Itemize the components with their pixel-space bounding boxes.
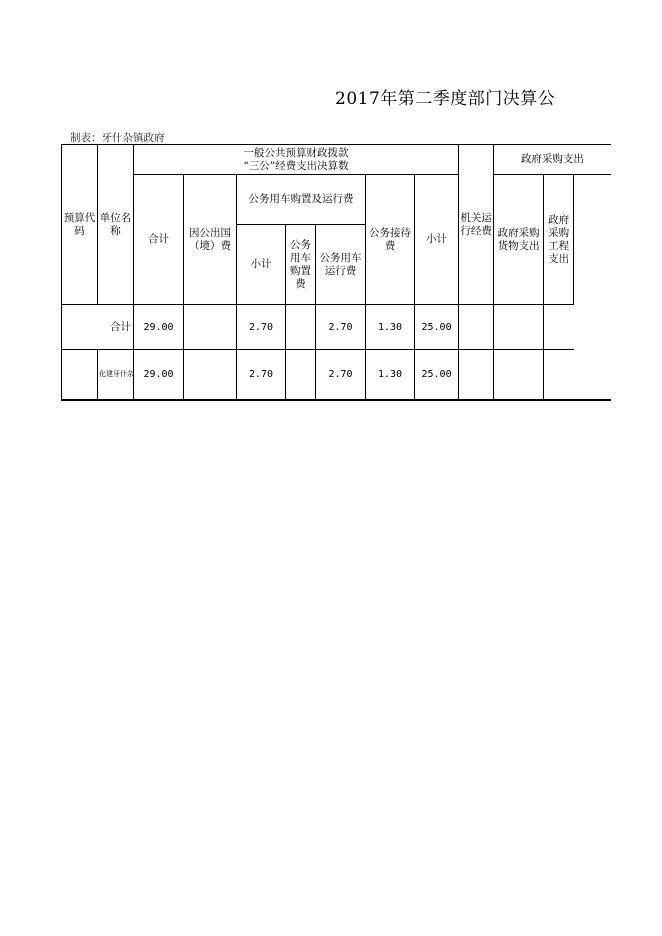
header-general-budget-group xyxy=(134,145,459,175)
header-total: 合计 xyxy=(134,175,184,305)
table-row xyxy=(62,305,611,350)
cell-abroad xyxy=(184,350,237,400)
cell-total: 29.00 xyxy=(134,350,184,400)
header-budget-code: 预算代码 xyxy=(62,145,98,305)
cell-abroad xyxy=(184,305,237,350)
expenditure-table xyxy=(61,144,611,401)
cell-proc-subtotal xyxy=(459,350,494,400)
header-general-budget: 一般公共预算财政拨款 xyxy=(243,146,349,159)
header-reception: 公务接待费 xyxy=(366,175,415,305)
report-title: 2017年第二季度部门决算公 xyxy=(335,89,556,109)
cell-unit-name: 化建牙什杂 xyxy=(98,350,134,400)
cell-office-ops: 25.00 xyxy=(415,305,459,350)
cell-proc-goods xyxy=(494,305,544,350)
cell-office-ops: 25.00 xyxy=(415,350,459,400)
header-proc-subtotal: 小计 xyxy=(415,175,459,305)
header-office-ops: 机关运行经费 xyxy=(459,145,494,305)
header-proc-goods: 政府采购货物支出 xyxy=(494,175,544,305)
cell-proc-works xyxy=(544,350,574,400)
cell-vehicle-purchase xyxy=(286,305,316,350)
header-vehicle-operation: 公务用车运行费 xyxy=(316,225,366,305)
table-row xyxy=(62,350,611,400)
cell-vehicle-operation: 2.70 xyxy=(316,305,366,350)
header-vehicle-purchase: 公务用车购置费 xyxy=(286,225,316,305)
cell-total: 29.00 xyxy=(134,305,184,350)
cell-reception: 1.30 xyxy=(366,350,415,400)
report-maker: 制表：牙什杂镇政府 xyxy=(70,132,165,144)
header-proc-works: 政府采购工程支出 xyxy=(544,175,574,305)
cell-code xyxy=(62,350,98,400)
header-subtotal: 小计 xyxy=(237,225,286,305)
cell-subtotal: 2.70 xyxy=(237,305,286,350)
header-vehicle-group: 公务用车购置及运行费 xyxy=(237,175,366,225)
row-total-label: 合计 xyxy=(62,305,134,350)
header-abroad: 因公出国（境）费 xyxy=(184,175,237,305)
expenditure-table-container xyxy=(61,144,584,402)
cell-subtotal: 2.70 xyxy=(237,350,286,400)
cell-proc-works xyxy=(544,305,574,350)
header-procurement: 政府采购支出 xyxy=(494,145,611,175)
cell-vehicle-operation: 2.70 xyxy=(316,350,366,400)
header-three-public: “三公”经费支出决算数 xyxy=(243,159,349,172)
header-unit-name: 单位名称 xyxy=(98,145,134,305)
cell-reception: 1.30 xyxy=(366,305,415,350)
cell-proc-subtotal xyxy=(459,305,494,350)
cell-proc-goods xyxy=(494,350,544,400)
cell-vehicle-purchase xyxy=(286,350,316,400)
